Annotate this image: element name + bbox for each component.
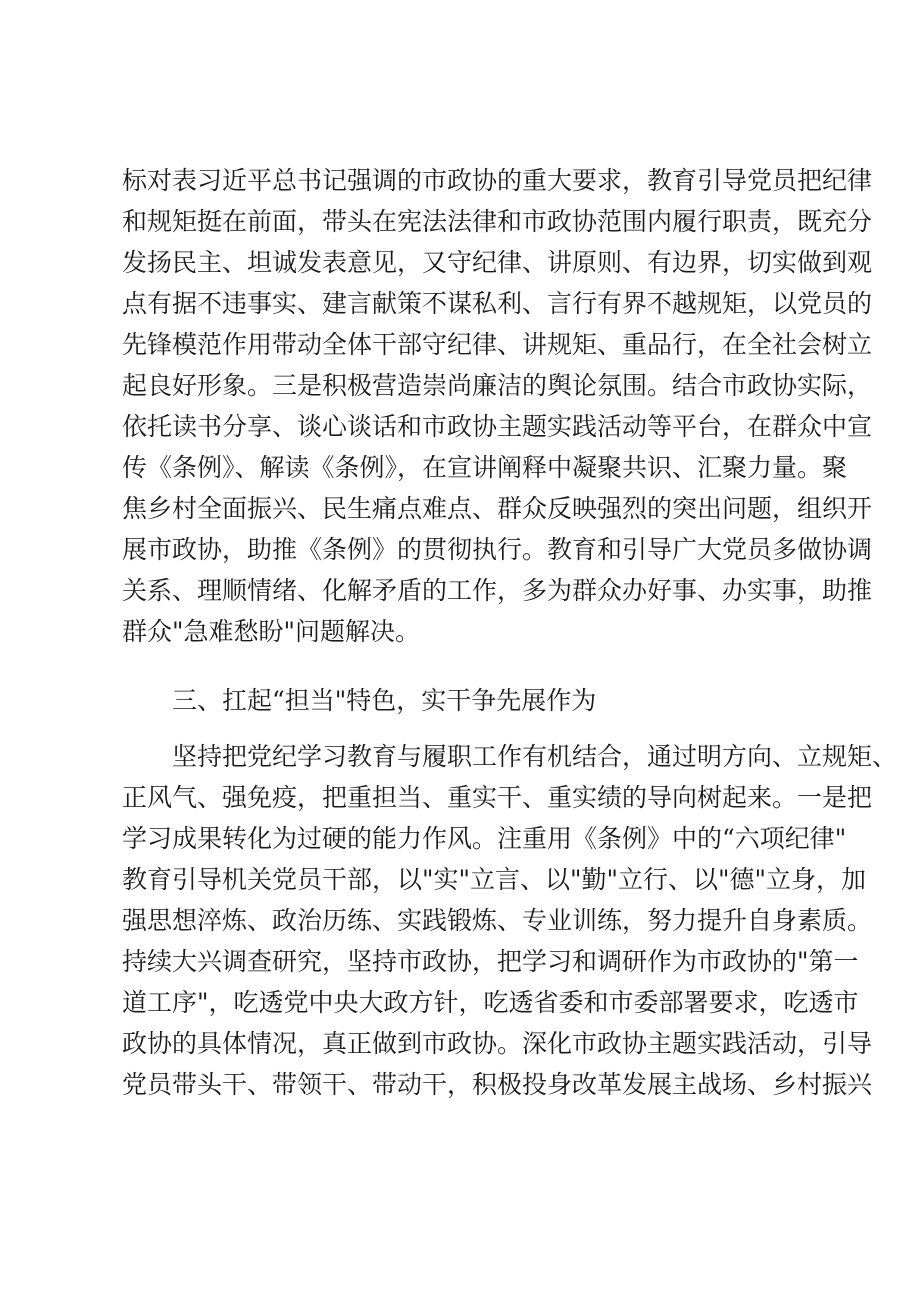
- paragraph-line: 点有据不违事实、建言献策不谋私利、言行有界不越规矩，以党员的: [122, 289, 873, 318]
- paragraph-line: 强思想淬炼、政治历练、实践锻炼、专业训练，努力提升自身素质。: [122, 906, 873, 935]
- paragraph-line: 坚持把党纪学习教育与履职工作有机结合，通过明方向、立规矩、: [172, 742, 898, 771]
- paragraph-line: 持续大兴调查研究，坚持市政协，把学习和调研作为市政协的"第一: [122, 947, 859, 976]
- paragraph-line: 焦乡村全面振兴、民生痛点难点、群众反映强烈的突出问题，组织开: [122, 494, 873, 523]
- paragraph-line: 标对表习近平总书记强调的市政协的重大要求，教育引导党员把纪律: [122, 166, 873, 195]
- paragraph-line: 传《条例》、解读《条例》，在宣讲阐释中凝聚共识、汇聚力量。聚: [122, 453, 848, 482]
- paragraph-line: 起良好形象。三是积极营造崇尚廉洁的舆论氛围。结合市政协实际，: [122, 371, 873, 400]
- paragraph-line: 发扬民主、坦诚发表意见，又守纪律、讲原则、有边界，切实做到观: [122, 248, 873, 277]
- paragraph-line: 党员带头干、带领干、带动干，积极投身改革发展主战场、乡村振兴: [122, 1070, 873, 1099]
- paragraph-line: 展市政协，助推《条例》的贯彻执行。教育和引导广大党员多做协调: [122, 535, 873, 564]
- paragraph-line: 群众"急难愁盼"问题解决。: [122, 617, 420, 646]
- paragraph-line: 正风气、强免疫，把重担当、重实干、重实绩的导向树起来。一是把: [122, 783, 873, 812]
- paragraph-line: 学习成果转化为过硬的能力作风。注重用《条例》中的“六项纪律": [122, 824, 847, 853]
- section-heading: 三、扛起“担当"特色，实干争先展作为: [172, 686, 597, 715]
- paragraph-line: 道工序"，吃透党中央大政方针，吃透省委和市委部署要求，吃透市: [122, 988, 859, 1017]
- paragraph-line: 政协的具体情况，真正做到市政协。深化市政协主题实践活动，引导: [122, 1029, 873, 1058]
- paragraph-line: 先锋模范作用带动全体干部守纪律、讲规矩、重品行，在全社会树立: [122, 330, 873, 359]
- paragraph-line: 教育引导机关党员干部，以"实"立言、以"勤"立行、以"德"立身，加: [122, 865, 866, 894]
- paragraph-line: 和规矩挺在前面，带头在宪法法律和市政协范围内履行职责，既充分: [122, 207, 873, 236]
- paragraph-line: 依托读书分享、谈心谈话和市政协主题实践活动等平台，在群众中宣: [122, 412, 873, 441]
- paragraph-line: 关系、理顺情绪、化解矛盾的工作，多为群众办好事、办实事，助推: [122, 576, 873, 605]
